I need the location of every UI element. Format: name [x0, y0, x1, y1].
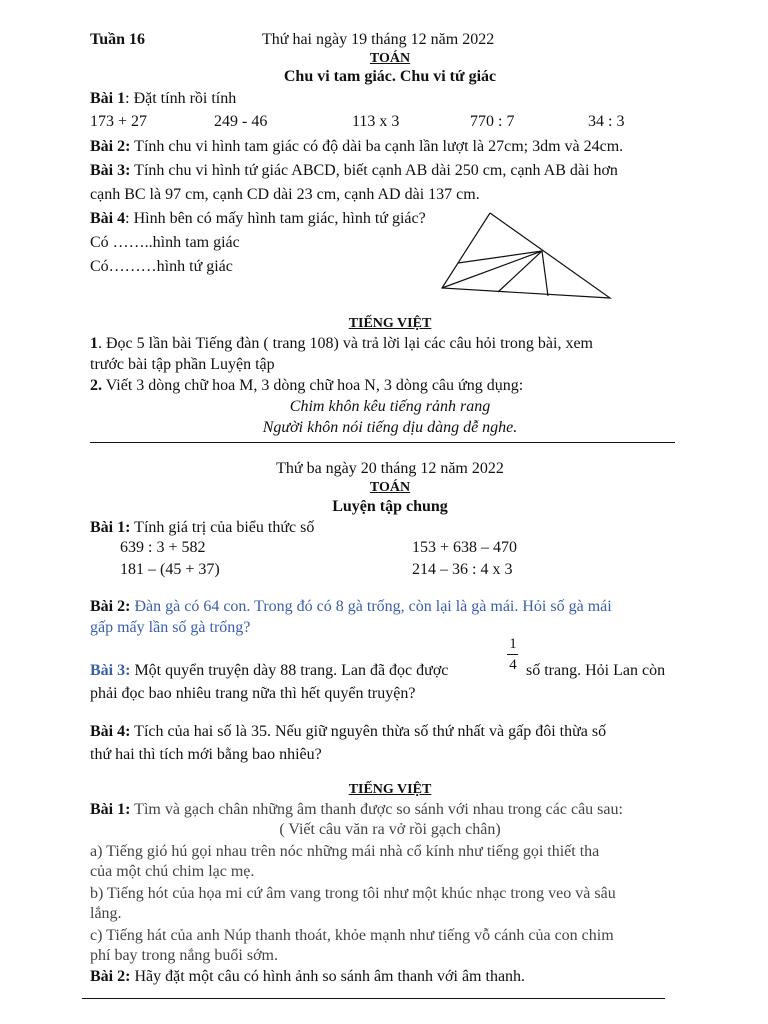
poem-line-1: Chim khôn kêu tiếng rảnh rang	[289, 398, 491, 415]
exercise-2-3-tail: số trang. Hỏi Lan còn	[526, 662, 666, 679]
exercise-2-3: Bài 3: Một quyển truyện dày 88 trang. Lan đã đọc được	[90, 662, 449, 679]
bottom-divider	[82, 998, 665, 999]
answer-triangles: Có ……..hình tam giác	[90, 234, 240, 251]
calc-item: 113 x 3	[352, 113, 400, 130]
exercise-2-3-cont: phải đọc bao nhiêu trang nữa thì hết quyển truyện?	[90, 685, 416, 702]
inner-line-vertical	[542, 251, 548, 296]
date-monday: Thứ hai ngày 19 tháng 12 năm 2022	[262, 31, 495, 48]
week-label: Tuần 16	[90, 31, 145, 48]
sentence-c: c) Tiếng hát của anh Núp thanh thoát, khỏe mạnh như tiếng vỗ cánh của con chim	[90, 927, 614, 944]
expression: 214 – 36 : 4 x 3	[412, 561, 513, 578]
section-math-2: TOÁN	[369, 480, 411, 495]
inner-line-diagonal	[442, 251, 542, 288]
sentence-c-cont: phí bay trong nắng buổi sớm.	[90, 947, 278, 964]
calc-item: 770 : 7	[470, 113, 515, 130]
exercise-2-1: Bài 1: Tính giá trị của biểu thức số	[90, 519, 315, 536]
exercise-2-2: Bài 2: Đàn gà có 64 con. Trong đó có 8 gà trống, còn lại là gà mái. Hỏi số gà mái	[90, 598, 612, 615]
triangle-figure	[436, 208, 616, 303]
calc-item: 249 - 46	[214, 113, 268, 130]
section-math-1: TOÁN	[369, 51, 411, 66]
section-vietnamese-2: TIẾNG VIỆT	[348, 782, 432, 797]
lesson-title-2: Luyện tập chung	[332, 498, 448, 515]
exercise-4: Bài 4: Hình bên có mấy hình tam giác, hình tứ giác?	[90, 210, 426, 227]
exercise-1-heading: Bài 1: Đặt tính rồi tính	[90, 90, 237, 107]
sentence-b: b) Tiếng hót của họa mi cứ âm vang trong tôi như một khúc nhạc trong veo và sâu	[90, 885, 616, 902]
sentence-a: a) Tiếng gió hú gọi nhau trên nóc những mái nhà cổ kính như tiếng gọi thiết tha	[90, 843, 600, 860]
vn2-task-2: Bài 2: Hãy đặt một câu có hình ảnh so sánh âm thanh với âm thanh.	[90, 968, 526, 985]
exercise-3-cont: cạnh BC là 97 cm, cạnh CD dài 23 cm, cạnh AD dài 137 cm.	[90, 186, 480, 203]
poem-line-2: Người khôn nói tiếng dịu dàng dễ nghe.	[262, 419, 518, 436]
vn-task-1-cont: trước bài tập phần Luyện tập	[90, 356, 275, 373]
fraction-bar	[507, 654, 518, 655]
expression: 181 – (45 + 37)	[120, 561, 220, 578]
vn-task-1: 1. Đọc 5 lần bài Tiếng đàn ( trang 108) và trả lời lại các câu hỏi trong bài, xem	[90, 335, 593, 352]
exercise-2-4: Bài 4: Tích của hai số là 35. Nếu giữ nguyên thừa số thứ nhất và gấp đôi thừa số	[90, 723, 607, 740]
fraction-numerator: 1	[509, 636, 517, 652]
outer-triangle	[442, 213, 610, 298]
expression: 153 + 638 – 470	[412, 539, 518, 556]
sentence-a-cont: của một chú chim lạc mẹ.	[90, 863, 255, 880]
exercise-3: Bài 3: Tính chu vi hình tứ giác ABCD, biết cạnh AB dài 250 cm, cạnh AB dài hơn	[90, 162, 618, 179]
exercise-2-2-cont: gấp mấy lần số gà trống?	[90, 619, 251, 636]
exercise-2: Bài 2: Tính chu vi hình tam giác có độ dài ba cạnh lần lượt là 27cm; 3dm và 24cm.	[90, 138, 624, 155]
section-vietnamese-1: TIẾNG VIỆT	[348, 316, 432, 331]
vn2-task-1: Bài 1: Tìm và gạch chân những âm thanh được so sánh với nhau trong các câu sau:	[90, 801, 623, 818]
expression: 639 : 3 + 582	[120, 539, 206, 556]
vn-task-2: 2. Viết 3 dòng chữ hoa M, 3 dòng chữ hoa N, 3 dòng câu ứng dụng:	[90, 377, 524, 394]
answer-quadrilaterals: Có………hình tứ giác	[90, 258, 233, 275]
inner-line-upper	[458, 251, 542, 263]
lesson-title-1: Chu vi tam giác. Chu vi tứ giác	[283, 68, 497, 85]
inner-line-down	[498, 251, 542, 292]
section-divider	[90, 442, 675, 443]
exercise-2-4-cont: thứ hai thì tích mới bằng bao nhiêu?	[90, 746, 322, 763]
calc-item: 34 : 3	[588, 113, 625, 130]
fraction-denominator: 4	[509, 657, 517, 673]
calc-item: 173 + 27	[90, 113, 148, 130]
vn2-task-1-note: ( Viết câu văn ra vở rồi gạch chân)	[279, 821, 501, 838]
sentence-b-cont: lắng.	[90, 905, 122, 922]
date-tuesday: Thứ ba ngày 20 tháng 12 năm 2022	[276, 460, 504, 477]
